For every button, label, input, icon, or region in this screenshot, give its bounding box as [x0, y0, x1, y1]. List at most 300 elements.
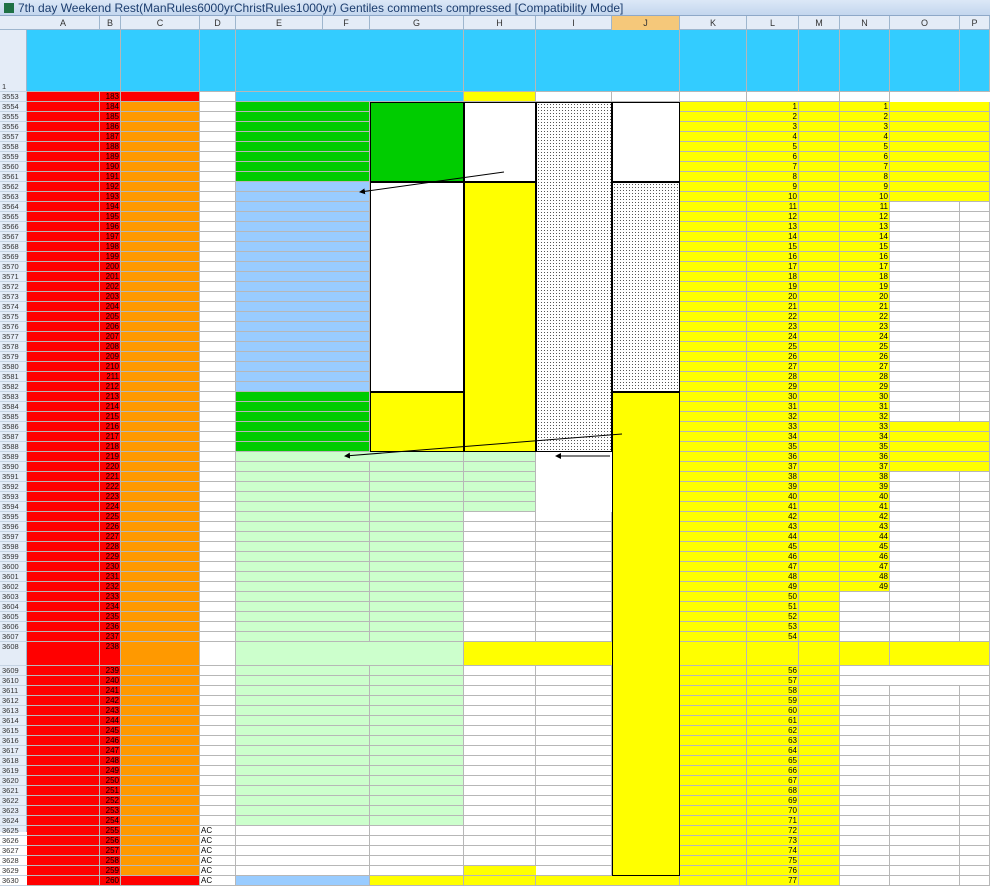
cell-n-number[interactable]: 36 — [840, 452, 890, 462]
cell-g[interactable] — [370, 522, 464, 532]
cell-year-count[interactable]: 200 — [100, 262, 121, 272]
cell-g[interactable] — [370, 512, 464, 522]
cell-p[interactable] — [960, 816, 990, 826]
cell-week[interactable] — [799, 402, 840, 412]
cell-temple-year[interactable] — [890, 312, 960, 322]
cell-empire-year[interactable] — [121, 602, 200, 612]
cell-week[interactable] — [680, 222, 747, 232]
header-col-n[interactable] — [840, 30, 890, 92]
cell-year-count[interactable]: 225 — [100, 512, 121, 522]
row-header[interactable]: 3579 — [0, 352, 27, 362]
cell-times-of-gentiles[interactable] — [27, 542, 100, 552]
cell-i[interactable] — [536, 826, 612, 836]
cell-week[interactable] — [680, 796, 747, 806]
cell-i[interactable] — [536, 676, 612, 686]
cell-week[interactable] — [799, 736, 840, 746]
cell-year-count[interactable]: 201 — [100, 272, 121, 282]
cell-n-number[interactable]: 46 — [840, 552, 890, 562]
row-header[interactable]: 3616 — [0, 736, 27, 746]
cell-year-number[interactable]: 20 — [747, 292, 799, 302]
cell-o[interactable] — [890, 622, 960, 632]
cell-week[interactable] — [680, 622, 747, 632]
row-header[interactable]: 3594 — [0, 502, 27, 512]
cell-h[interactable] — [464, 582, 536, 592]
cell-times-of-gentiles[interactable] — [27, 112, 100, 122]
cell-n-number[interactable]: 14 — [840, 232, 890, 242]
cell-ac-year[interactable]: AC — [200, 826, 236, 836]
row-header[interactable]: 3610 — [0, 676, 27, 686]
cell-g[interactable] — [370, 502, 464, 512]
cell-empire-year[interactable] — [121, 542, 200, 552]
cell-year-count[interactable]: 252 — [100, 796, 121, 806]
cell-temple-year[interactable] — [890, 342, 960, 352]
cell-king-year[interactable] — [236, 522, 370, 532]
header-col-k[interactable] — [680, 30, 747, 92]
cell-week[interactable] — [799, 502, 840, 512]
cell-week[interactable] — [680, 332, 747, 342]
cell-p[interactable] — [960, 492, 990, 502]
cell-times-of-gentiles[interactable] — [27, 876, 100, 886]
cell-temple-stopped[interactable] — [960, 412, 990, 422]
cell-n-number[interactable]: 9 — [840, 182, 890, 192]
cell-o[interactable] — [890, 592, 960, 602]
cell-o[interactable] — [890, 786, 960, 796]
row-header[interactable]: 3606 — [0, 622, 27, 632]
cell-i[interactable] — [536, 686, 612, 696]
cell-h[interactable] — [464, 512, 536, 522]
cell-king-year[interactable] — [236, 342, 370, 352]
cell-year-count[interactable]: 232 — [100, 582, 121, 592]
cell-empire-year[interactable] — [121, 132, 200, 142]
cell-i[interactable] — [536, 716, 612, 726]
row-header[interactable]: 3558 — [0, 142, 27, 152]
cell-n-number[interactable]: 15 — [840, 242, 890, 252]
cell-empire-year[interactable] — [121, 826, 200, 836]
cell-n[interactable] — [840, 766, 890, 776]
cell-n-number[interactable]: 48 — [840, 572, 890, 582]
cell-times-of-gentiles[interactable] — [27, 332, 100, 342]
row-header[interactable]: 3622 — [0, 796, 27, 806]
column-header-l[interactable]: L — [747, 16, 799, 30]
cell-ac-year[interactable] — [200, 482, 236, 492]
column-header-m[interactable]: M — [799, 16, 840, 30]
row-header[interactable]: 3600 — [0, 562, 27, 572]
cell-year-count[interactable]: 234 — [100, 602, 121, 612]
cell-week[interactable] — [680, 642, 747, 666]
cell-temple-year[interactable] — [890, 362, 960, 372]
cell-i[interactable] — [536, 592, 612, 602]
cell-o[interactable] — [890, 532, 960, 542]
cell-year-number[interactable]: 29 — [747, 382, 799, 392]
cell-p[interactable] — [960, 836, 990, 846]
cell-king-year[interactable] — [236, 582, 370, 592]
cell-empire-year[interactable] — [121, 512, 200, 522]
cell-week[interactable] — [799, 382, 840, 392]
cell-temple-stopped[interactable] — [960, 282, 990, 292]
cell-times-of-gentiles[interactable] — [27, 552, 100, 562]
cell-o[interactable] — [890, 482, 960, 492]
cell-king-year[interactable] — [236, 212, 370, 222]
row-header[interactable]: 3562 — [0, 182, 27, 192]
row-header[interactable]: 3557 — [0, 132, 27, 142]
cell-g[interactable] — [370, 666, 464, 676]
cell-ac-year[interactable] — [200, 756, 236, 766]
cell-year-number[interactable]: 32 — [747, 412, 799, 422]
cell-temple-stopped[interactable] — [960, 232, 990, 242]
cell-n[interactable] — [840, 642, 890, 666]
cell-g[interactable] — [370, 736, 464, 746]
cell-year-number[interactable]: 3 — [747, 122, 799, 132]
cell-ac-year[interactable] — [200, 272, 236, 282]
cell-times-of-gentiles[interactable] — [27, 162, 100, 172]
cell-n-number[interactable]: 43 — [840, 522, 890, 532]
cell-h-3630[interactable] — [464, 876, 536, 886]
cell-h[interactable] — [464, 522, 536, 532]
cell-n[interactable] — [840, 756, 890, 766]
header-years-kjv[interactable] — [236, 30, 464, 92]
cell-king-year[interactable] — [236, 592, 370, 602]
cell-year-count[interactable]: 224 — [100, 502, 121, 512]
cell-n-number[interactable]: 20 — [840, 292, 890, 302]
cell-o[interactable] — [890, 612, 960, 622]
cell-empire-year[interactable] — [121, 532, 200, 542]
cell-king-year[interactable] — [236, 132, 370, 142]
cell-year-count[interactable]: 189 — [100, 152, 121, 162]
cell-o[interactable] — [890, 846, 960, 856]
cell-temple-year[interactable] — [890, 382, 960, 392]
cell-times-of-gentiles[interactable] — [27, 726, 100, 736]
row-header[interactable]: 3602 — [0, 582, 27, 592]
cell-i[interactable] — [536, 866, 612, 876]
header-prophetic[interactable] — [536, 30, 680, 92]
cell-times-of-gentiles[interactable] — [27, 582, 100, 592]
cell-n-number[interactable]: 27 — [840, 362, 890, 372]
cell-king-year[interactable] — [236, 372, 370, 382]
cell-week[interactable] — [680, 182, 747, 192]
cell-p[interactable] — [960, 726, 990, 736]
cell-h[interactable] — [464, 532, 536, 542]
cell-temple-rebuilding[interactable] — [890, 442, 990, 452]
cell-king-year[interactable] — [236, 302, 370, 312]
row-header[interactable]: 3598 — [0, 542, 27, 552]
cell-empire-year[interactable] — [121, 212, 200, 222]
cell-king-year[interactable] — [236, 162, 370, 172]
cell-times-of-gentiles[interactable] — [27, 362, 100, 372]
cell-year-count[interactable]: 250 — [100, 776, 121, 786]
cell-ac-year[interactable] — [200, 736, 236, 746]
cell-year-number[interactable]: 68 — [747, 786, 799, 796]
cell-year-count[interactable]: 230 — [100, 562, 121, 572]
cell-empire-year[interactable] — [121, 612, 200, 622]
cell-empire-year[interactable] — [121, 312, 200, 322]
cell-o[interactable] — [890, 552, 960, 562]
cell-king-year[interactable] — [236, 252, 370, 262]
cell-year-count[interactable]: 192 — [100, 182, 121, 192]
cell-week[interactable] — [680, 522, 747, 532]
cell-empire-year[interactable] — [121, 696, 200, 706]
cell-year-count[interactable]: 218 — [100, 442, 121, 452]
cell-n[interactable] — [840, 716, 890, 726]
cell-week[interactable] — [799, 182, 840, 192]
cell-times-of-gentiles[interactable] — [27, 632, 100, 642]
row-header[interactable]: 3553 — [0, 92, 27, 102]
cell-king-year[interactable] — [236, 816, 370, 826]
cell-ac-year[interactable] — [200, 432, 236, 442]
row-header[interactable]: 3573 — [0, 292, 27, 302]
cell-king-year[interactable] — [236, 352, 370, 362]
cell-year-number[interactable]: 60 — [747, 706, 799, 716]
cell-n-number[interactable]: 2 — [840, 112, 890, 122]
cell-n[interactable] — [840, 806, 890, 816]
cell-n-number[interactable]: 28 — [840, 372, 890, 382]
cell-week[interactable] — [799, 302, 840, 312]
cell-g[interactable] — [370, 856, 464, 866]
cell-week[interactable] — [799, 776, 840, 786]
cell-year-number[interactable]: 2 — [747, 112, 799, 122]
row-header[interactable]: 3578 — [0, 342, 27, 352]
cell-year-number[interactable]: 62 — [747, 726, 799, 736]
cell-ac-year[interactable] — [200, 796, 236, 806]
cell-h-artaxerxes[interactable] — [464, 462, 536, 472]
cell-ac-year[interactable] — [200, 562, 236, 572]
cell-year-count[interactable]: 210 — [100, 362, 121, 372]
cell-ac-year[interactable] — [200, 746, 236, 756]
cell-n-number[interactable]: 25 — [840, 342, 890, 352]
cell-n-number[interactable]: 32 — [840, 412, 890, 422]
cell-i[interactable] — [536, 746, 612, 756]
cell-empire-year[interactable] — [121, 642, 200, 666]
cell-week[interactable] — [680, 422, 747, 432]
cell-times-of-gentiles[interactable] — [27, 786, 100, 796]
cell-week[interactable] — [680, 322, 747, 332]
row-header[interactable]: 3577 — [0, 332, 27, 342]
cell-year-number[interactable]: 67 — [747, 776, 799, 786]
cell-week[interactable] — [680, 826, 747, 836]
cell-p[interactable] — [960, 572, 990, 582]
cell-week[interactable] — [799, 422, 840, 432]
cell-week[interactable] — [680, 462, 747, 472]
cell-times-of-gentiles[interactable] — [27, 452, 100, 462]
cell-n[interactable] — [840, 836, 890, 846]
cell-i[interactable] — [536, 756, 612, 766]
row-header[interactable]: 3613 — [0, 706, 27, 716]
column-header-j[interactable]: J — [612, 16, 680, 30]
row-header[interactable]: 3619 — [0, 766, 27, 776]
cell-week[interactable] — [799, 462, 840, 472]
cell-year-count[interactable]: 259 — [100, 866, 121, 876]
cell-king-year[interactable] — [236, 776, 370, 786]
cell-n-number[interactable]: 38 — [840, 472, 890, 482]
cell-year-number[interactable]: 61 — [747, 716, 799, 726]
cell-week[interactable] — [680, 736, 747, 746]
cell-week[interactable] — [680, 582, 747, 592]
cell-p[interactable] — [960, 716, 990, 726]
cell-week[interactable] — [799, 112, 840, 122]
row-header[interactable]: 3603 — [0, 592, 27, 602]
cell-h[interactable] — [464, 632, 536, 642]
cell-king-year[interactable] — [236, 362, 370, 372]
cell-week[interactable] — [680, 806, 747, 816]
cell-week[interactable] — [799, 562, 840, 572]
cell-i[interactable] — [536, 562, 612, 572]
cell-temple-year[interactable] — [890, 412, 960, 422]
cell-year-number[interactable]: 52 — [747, 612, 799, 622]
cell-king-year[interactable] — [236, 716, 370, 726]
cell-times-of-gentiles[interactable] — [27, 202, 100, 212]
cell-year-count[interactable]: 205 — [100, 312, 121, 322]
cell-times-of-gentiles[interactable] — [27, 512, 100, 522]
cell-week[interactable] — [680, 686, 747, 696]
cell-n-number[interactable]: 12 — [840, 212, 890, 222]
cell-temple-year[interactable] — [890, 212, 960, 222]
cell-week[interactable] — [680, 726, 747, 736]
cell-year-number[interactable]: 11 — [747, 202, 799, 212]
cell-empire-year[interactable] — [121, 726, 200, 736]
cell-i[interactable] — [536, 572, 612, 582]
cell-king-year[interactable] — [236, 322, 370, 332]
cell-king-year[interactable] — [236, 172, 370, 182]
cell-year-number[interactable]: 73 — [747, 836, 799, 846]
cell-times-of-gentiles[interactable] — [27, 806, 100, 816]
cell-king-year[interactable] — [236, 402, 370, 412]
cell-week[interactable] — [799, 512, 840, 522]
cell-n-number[interactable]: 21 — [840, 302, 890, 312]
cell-times-of-gentiles[interactable] — [27, 302, 100, 312]
cell-empire-year[interactable] — [121, 482, 200, 492]
cell-week[interactable] — [799, 202, 840, 212]
cell-week[interactable] — [799, 292, 840, 302]
cell-g[interactable] — [370, 696, 464, 706]
cell-king-year[interactable] — [236, 706, 370, 716]
cell-king-year[interactable] — [236, 632, 370, 642]
cell-h-artaxerxes[interactable] — [464, 502, 536, 512]
cell-n-number[interactable]: 35 — [840, 442, 890, 452]
cell-year-number[interactable]: 14 — [747, 232, 799, 242]
cell-o[interactable] — [890, 542, 960, 552]
cell-week[interactable] — [680, 776, 747, 786]
cell-king-year[interactable] — [236, 766, 370, 776]
cell-week[interactable] — [680, 602, 747, 612]
cell-week[interactable] — [680, 152, 747, 162]
cell-week[interactable] — [680, 612, 747, 622]
cell-year-number[interactable]: 59 — [747, 696, 799, 706]
cell-king-year[interactable] — [236, 666, 370, 676]
cell-temple-stopped[interactable] — [960, 402, 990, 412]
cell-year-number[interactable]: 33 — [747, 422, 799, 432]
cell-week[interactable] — [799, 332, 840, 342]
cell-times-of-gentiles[interactable] — [27, 472, 100, 482]
cell-year-number[interactable]: 16 — [747, 252, 799, 262]
cell-king-year[interactable] — [236, 726, 370, 736]
cell-ac-year[interactable] — [200, 676, 236, 686]
cell-empire-year[interactable] — [121, 472, 200, 482]
cell-n-number[interactable]: 44 — [840, 532, 890, 542]
cell-year-number[interactable]: 26 — [747, 352, 799, 362]
cell-empire-year[interactable] — [121, 552, 200, 562]
cell-week[interactable] — [799, 482, 840, 492]
cell-ac-year[interactable] — [200, 582, 236, 592]
cell-h[interactable] — [464, 562, 536, 572]
cell-g[interactable] — [370, 462, 464, 472]
cell-times-of-gentiles[interactable] — [27, 422, 100, 432]
cell-king-year[interactable] — [236, 686, 370, 696]
cell-temple-year[interactable] — [890, 392, 960, 402]
cell-empire-year[interactable] — [121, 736, 200, 746]
cell-o[interactable] — [890, 826, 960, 836]
cell-temple-year[interactable] — [890, 242, 960, 252]
cell-king-year[interactable] — [236, 282, 370, 292]
cell-times-of-gentiles[interactable] — [27, 152, 100, 162]
cell-i[interactable] — [536, 706, 612, 716]
cell-i[interactable] — [536, 796, 612, 806]
cell-h-artaxerxes[interactable] — [464, 492, 536, 502]
row-header-1[interactable]: 1 — [0, 82, 27, 92]
row-header[interactable]: 3628 — [0, 856, 27, 866]
cell-king-year[interactable] — [236, 786, 370, 796]
cell-year-count[interactable]: 215 — [100, 412, 121, 422]
row-header[interactable]: 3586 — [0, 422, 27, 432]
cell-times-of-gentiles[interactable] — [27, 282, 100, 292]
cell-empire-year[interactable] — [121, 716, 200, 726]
cell-week[interactable] — [680, 492, 747, 502]
cell-ac-year[interactable] — [200, 312, 236, 322]
cell-week[interactable] — [680, 242, 747, 252]
cell-ac-year[interactable] — [200, 182, 236, 192]
cell-ac-year[interactable] — [200, 542, 236, 552]
cell-times-of-gentiles[interactable] — [27, 592, 100, 602]
cell-year-count[interactable]: 221 — [100, 472, 121, 482]
cell-ac-year[interactable] — [200, 622, 236, 632]
cell-king-year[interactable] — [236, 152, 370, 162]
cell-greek-calendar[interactable] — [236, 876, 370, 886]
cell-ac-year[interactable] — [200, 492, 236, 502]
cell-week[interactable] — [680, 766, 747, 776]
cell-n-number[interactable]: 1 — [840, 102, 890, 112]
cell-week[interactable] — [799, 572, 840, 582]
cell-week[interactable] — [680, 442, 747, 452]
cell-temple-year[interactable] — [890, 222, 960, 232]
cell-k[interactable] — [680, 92, 747, 102]
row-header[interactable]: 3575 — [0, 312, 27, 322]
cell-o[interactable] — [890, 736, 960, 746]
cell-p[interactable] — [960, 706, 990, 716]
cell-year-count[interactable]: 256 — [100, 836, 121, 846]
row-header[interactable]: 3612 — [0, 696, 27, 706]
cell-o[interactable] — [890, 876, 960, 886]
cell-times-of-gentiles[interactable] — [27, 696, 100, 706]
cell-king-year[interactable] — [236, 232, 370, 242]
cell-n-number[interactable]: 37 — [840, 462, 890, 472]
cell-p[interactable] — [960, 876, 990, 886]
cell-h[interactable] — [464, 736, 536, 746]
cell-empire-year[interactable] — [121, 796, 200, 806]
cell-week[interactable] — [680, 786, 747, 796]
row-header[interactable]: 3592 — [0, 482, 27, 492]
column-header-d[interactable]: D — [200, 16, 236, 30]
cell-year-count[interactable]: 204 — [100, 302, 121, 312]
cell-temple-year[interactable] — [890, 262, 960, 272]
cell-week[interactable] — [680, 272, 747, 282]
cell-n-number[interactable]: 6 — [840, 152, 890, 162]
cell-i[interactable] — [536, 856, 612, 866]
cell-empire-year[interactable] — [121, 182, 200, 192]
cell-n[interactable] — [840, 876, 890, 886]
cell-temple-stopped[interactable] — [960, 252, 990, 262]
row-header[interactable]: 3595 — [0, 512, 27, 522]
cell-h[interactable] — [464, 716, 536, 726]
cell-ac-year[interactable] — [200, 602, 236, 612]
cell-g[interactable] — [370, 796, 464, 806]
